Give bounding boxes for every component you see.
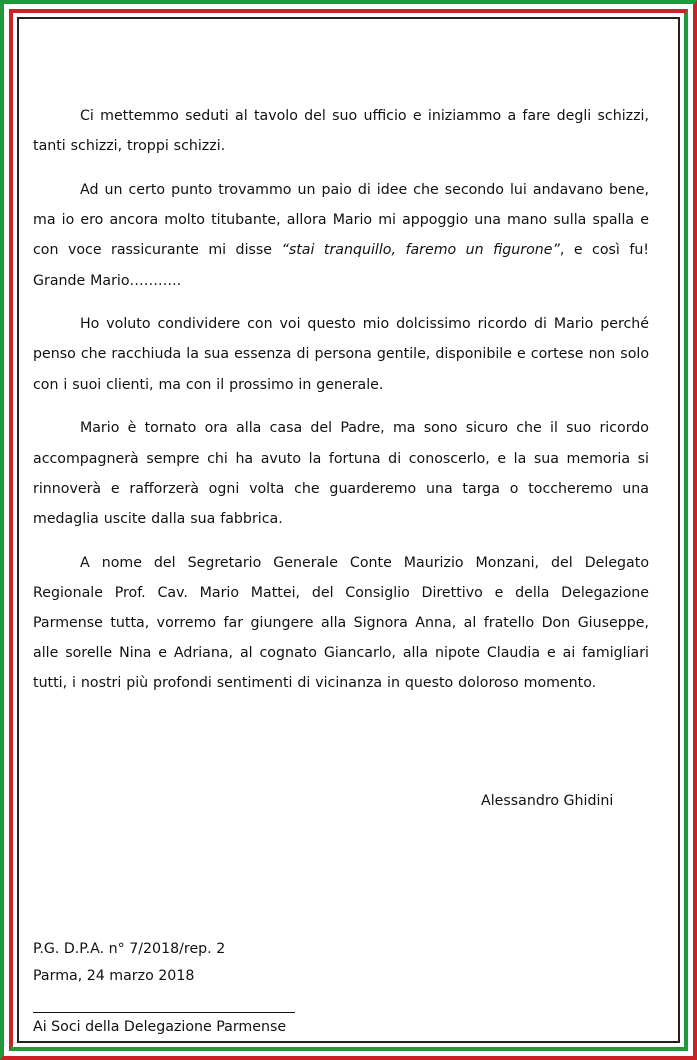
paragraph-1-text: Ci mettemmo seduti al tavolo del suo ufficio e iniziammo a fare degli schizzi, tanti schizzi, troppi schizzi. xyxy=(33,108,649,155)
recipient-divider xyxy=(33,1012,295,1013)
paragraph-2-text: Ad un certo punto trovammo un paio di idee che secondo lui andavano bene, ma io ero ancora molto titubante, allora Mario mi appoggio una mano sulla spalla e con voce rassicurante mi disse xyxy=(33,181,649,259)
paragraph-2-text-end: , e così fu! Grande Mario……….. xyxy=(33,242,649,289)
paragraph-5-text: A nome del Segretario Generale Conte Maurizio Monzani, del Delegato Regionale Prof. Cav. Mario Mattei, del Consiglio Direttivo e della Delegazione Parmense tutta, vorremo far giungere alla Signora Anna, al fratello Don Giuseppe, alle sorelle Nina e Adriana, al cognato Giancarlo, alla nipote Claudia e ai famigliari tutti, i nostri più profondi sentimenti di vicinanza in questo doloroso momento. xyxy=(33,554,649,692)
signature: Alessandro Ghidini xyxy=(481,793,614,809)
paragraph-1 xyxy=(33,101,649,161)
recipient-line: Ai Soci della Delegazione Parmense xyxy=(33,1019,287,1035)
letter-body xyxy=(33,101,649,712)
paragraph-4-text: Mario è tornato ora alla casa del Padre, ma sono sicuro che il suo ricordo accompagnerà sempre chi ha avuto la fortuna di conoscerlo, e la sua memoria si rinnoverà e rafforzerà ogni volta che guarderemo una targa o toccheremo una medaglia uscite dalla sua fabbrica. xyxy=(33,420,649,527)
paragraph-3 xyxy=(33,309,649,400)
place-date: Parma, 24 marzo 2018 xyxy=(33,968,195,984)
paragraph-2 xyxy=(33,175,649,296)
paragraph-5 xyxy=(33,548,649,699)
protocol-block xyxy=(33,936,225,990)
protocol-number: P.G. D.P.A. n° 7/2018/rep. 2 xyxy=(33,941,226,957)
paragraph-3-text: Ho voluto condividere con voi questo mio dolcissimo ricordo di Mario perché penso che racchiuda la sua essenza di persona gentile, disponibile e cortese non solo con i suoi clienti, ma con il prossimo in generale. xyxy=(33,316,649,393)
paragraph-2-quote: “stai tranquillo, faremo un figurone” xyxy=(281,242,560,259)
paragraph-4 xyxy=(33,413,649,534)
